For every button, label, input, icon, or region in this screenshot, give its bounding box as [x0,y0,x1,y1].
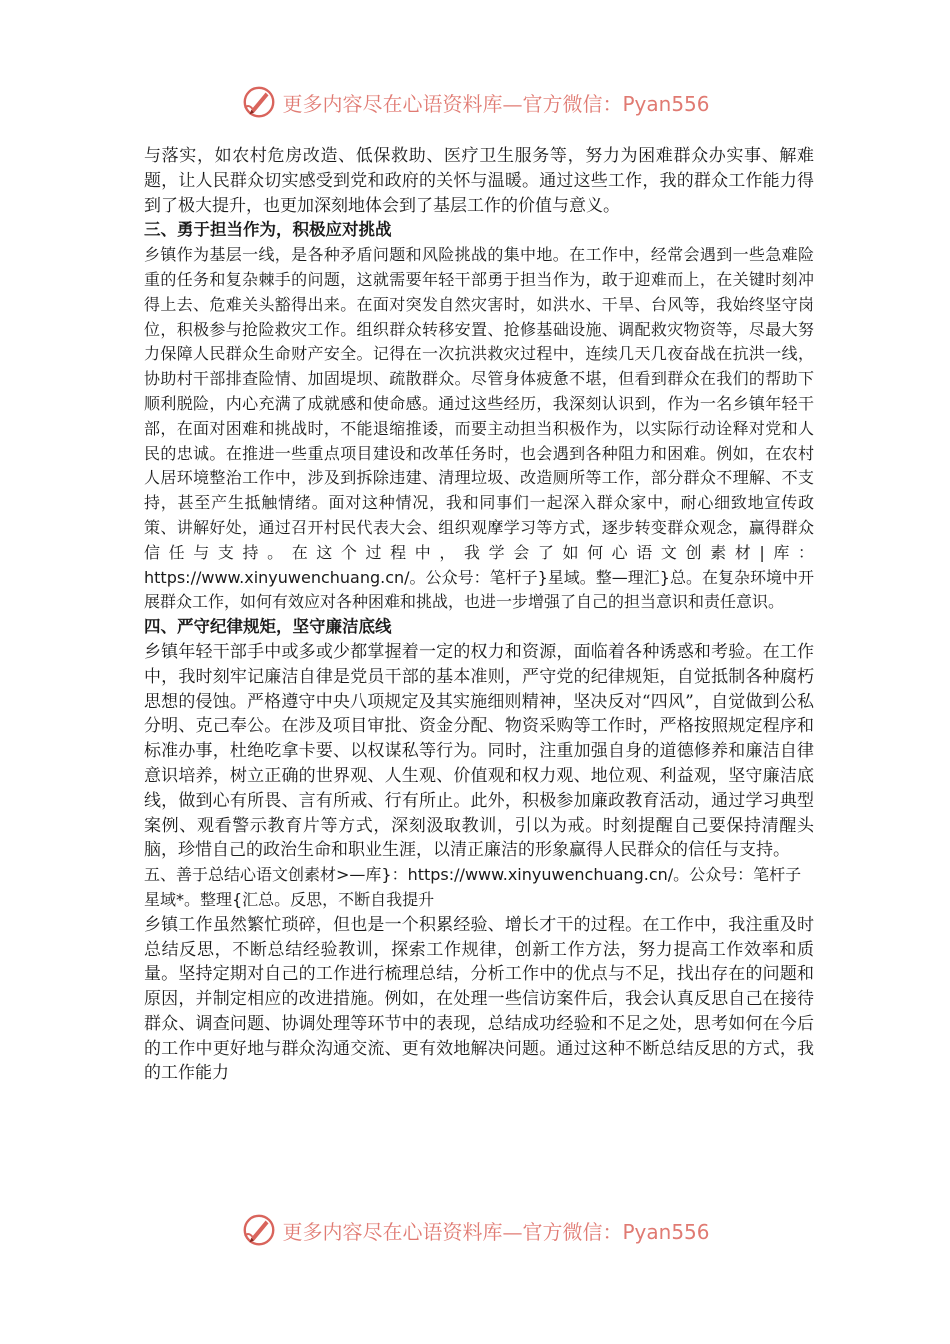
header-banner [0,80,950,124]
section-heading-5: 五、善于总结心语文创素材>—库}：https://www.xinyuwenchuang.cn/。公众号：笔杆子星域*。整理{汇总。反思，不断自我提升 [144,865,802,909]
paragraph-section-3: 乡镇作为基层一线，是各种矛盾问题和风险挑战的集中地。在工作中，经常会遇到一些急难险重的任务和复杂棘手的问题，这就需要年轻干部勇于担当作为，敢于迎难而上，在关键时刻冲得上去、危难关头豁得出来。在面对突发自然灾害时，如洪水、干旱、台风等，我始终坚守岗位，积极参与抢险救灾工作。组织群众转移安置、抢修基础设施、调配救灾物资等，尽最大努力保障人民群众生命财产安全。记得在一次抗洪救灾过程中，连续几天几夜奋战在抗洪一线，协助村干部排查险情、加固堤坝、疏散群众。尽管身体疲惫不堪，但看到群众在我们的帮助下顺利脱险，内心充满了成就感和使命感。通过这些经历，我深刻认识到，作为一名乡镇年轻干部，在面对困难和挑战时，不能退缩推诿，而要主动担当积极作为，以实际行动诠释对党和人民的忠诚。在推进一些重点项目建设和改革任务时，也会遇到各种阻力和困难。例如，在农村人居环境整治工作中，涉及到拆除违建、清理垃圾、改造厕所等工作，部分群众不理解、不支持，甚至产生抵触情绪。面对这种情况，我和同事们一起深入群众家中，耐心细致地宣传政策、讲解好处，通过召开村民代表大会、组织观摩学习等方式，逐步转变群众观念，赢得群众信任与支持。在这个过程中，我学会了如何心语文创素材|库：https://www.xinyuwenchuang.cn/。公众号：笔杆子}星域。整—理汇}总。在复杂环境中开展群众工作，如何有效应对各种困难和挑战，也进一步增强了自己的担当意识和责任意识。 [144,245,814,612]
footer-banner [0,1208,950,1252]
document-body [144,144,814,1086]
paragraph-section-5: 乡镇工作虽然繁忙琐碎，但也是一个积累经验、增长才干的过程。在工作中，我注重及时总结反思，不断总结经验教训，探索工作规律，创新工作方法，努力提高工作效率和质量。坚持定期对自己的工作进行梳理总结，分析工作中的优点与不足，找出存在的问题和原因，并制定相应的改进措施。例如，在处理一些信访案件后，我会认真反思自己在接待群众、调查问题、协调处理等环节中的表现，总结成功经验和不足之处，思考如何在今后的工作中更好地与群众沟通交流、更有效地解决问题。通过这种不断总结反思的方式，我的工作能力 [144,914,814,1084]
paragraph-section-4: 乡镇年轻干部手中或多或少都掌握着一定的权力和资源，面临着各种诱惑和考验。在工作中，我时刻牢记廉洁自律是党员干部的基本准则，严守党的纪律规矩，自觉抵制各种腐朽思想的侵蚀。严格遵守中央八项规定及其实施细则精神，坚决反对“四风”，自觉做到公私分明、克己奉公。在涉及项目审批、资金分配、物资采购等工作时，严格按照规定程序和标准办事，杜绝吃拿卡要、以权谋私等行为。同时，注重加强自身的道德修养和廉洁自律意识培养，树立正确的世界观、人生观、价值观和权力观、地位观、利益观，坚守廉洁底线，做到心有所畏、言有所戒、行有所止。此外，积极参加廉政教育活动，通过学习典型案例、观看警示教育片等方式，深刻汲取教训，引以为戒。时刻提醒自己要保持清醒头脑，珍惜自己的政治生命和职业生涯，以清正廉洁的形象赢得人民群众的信任与支持。 [144,641,814,861]
banner-text: 更多内容尽在心语资料库—官方微信：Pyan556 [282,91,710,116]
paragraph-intro: 与落实，如农村危房改造、低保救助、医疗卫生服务等，努力为困难群众办实事、解难题，让人民群众切实感受到党和政府的关怀与温暖。通过这些工作，我的群众工作能力得到了极大提升，也更加深刻地体会到了基层工作的价值与意义。 [144,146,814,216]
section-heading-4: 四、严守纪律规矩，坚守廉洁底线 [144,617,392,637]
pen-logo-icon [240,1211,278,1249]
pen-logo-icon [240,83,278,121]
banner-text: 更多内容尽在心语资料库—官方微信：Pyan556 [282,1219,710,1244]
section-heading-3: 三、勇于担当作为，积极应对挑战 [144,220,392,240]
